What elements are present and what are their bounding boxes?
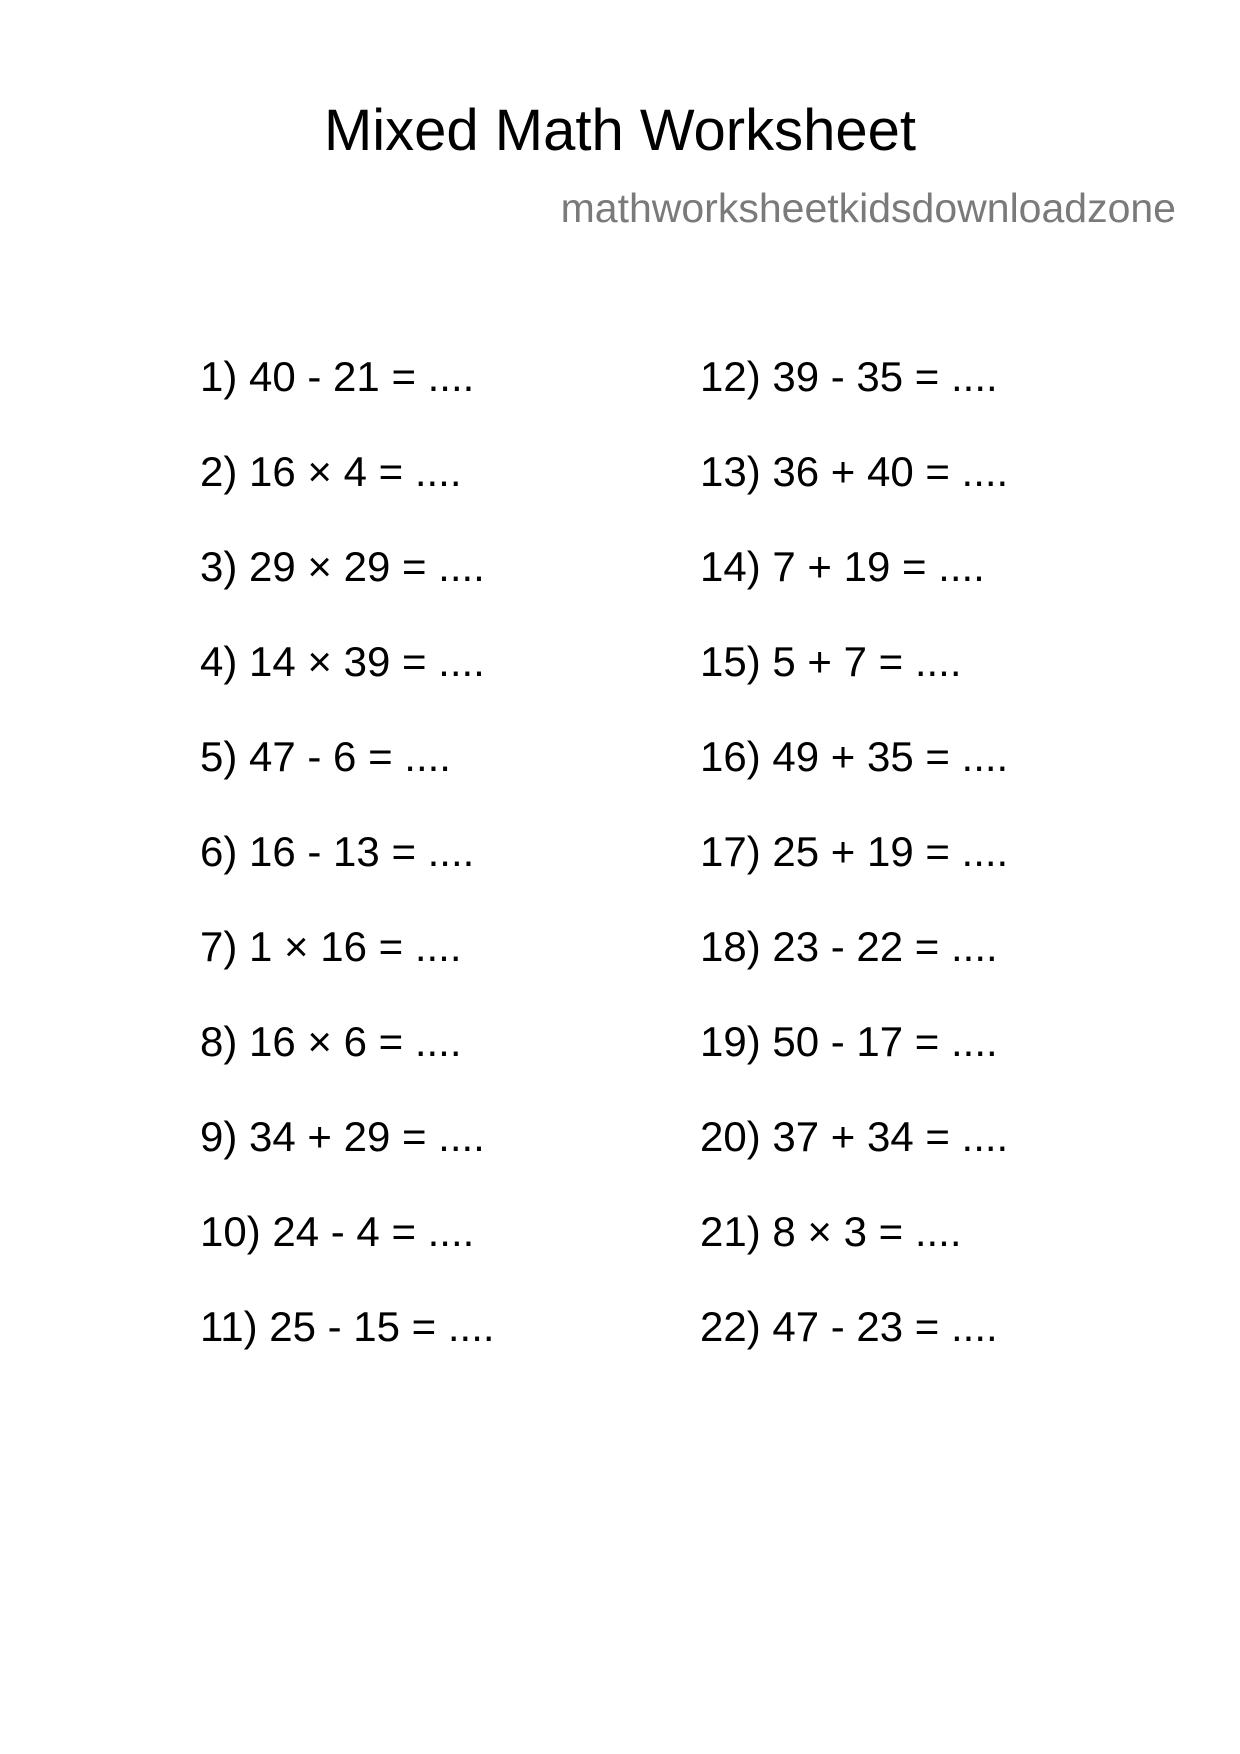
- problem-3: 3) 29 × 29 = ....: [200, 543, 485, 590]
- problem-5: 5) 47 - 6 = ....: [200, 733, 451, 780]
- problem-column-right: [700, 347, 1160, 1392]
- problem-6: 6) 16 - 13 = ....: [200, 828, 475, 875]
- problem-21: 21) 8 × 3 = ....: [700, 1208, 962, 1255]
- problem-19: 19) 50 - 17 = ....: [700, 1018, 998, 1065]
- problem-12: 12) 39 - 35 = ....: [700, 353, 998, 400]
- problem-20: 20) 37 + 34 = ....: [700, 1113, 1009, 1160]
- problem-14: 14) 7 + 19 = ....: [700, 543, 985, 590]
- worksheet-title: Mixed Math Worksheet: [323, 98, 917, 163]
- problem-11: 11) 25 - 15 = ....: [200, 1303, 495, 1350]
- problem-18: 18) 23 - 22 = ....: [700, 923, 998, 970]
- problem-9: 9) 34 + 29 = ....: [200, 1113, 485, 1160]
- problem-1: 1) 40 - 21 = ....: [200, 353, 475, 400]
- problem-10: 10) 24 - 4 = ....: [200, 1208, 475, 1255]
- problem-17: 17) 25 + 19 = ....: [700, 828, 1009, 875]
- problem-2: 2) 16 × 4 = ....: [200, 448, 462, 495]
- problem-4: 4) 14 × 39 = ....: [200, 638, 485, 685]
- problem-22: 22) 47 - 23 = ....: [700, 1303, 998, 1350]
- problem-8: 8) 16 × 6 = ....: [200, 1018, 462, 1065]
- problem-15: 15) 5 + 7 = ....: [700, 638, 962, 685]
- problem-7: 7) 1 × 16 = ....: [200, 923, 462, 970]
- problem-column-left: [200, 347, 660, 1392]
- problem-13: 13) 36 + 40 = ....: [700, 448, 1009, 495]
- worksheet-subtitle: mathworksheetkidsdownloadzone: [560, 185, 1176, 231]
- problem-16: 16) 49 + 35 = ....: [700, 733, 1009, 780]
